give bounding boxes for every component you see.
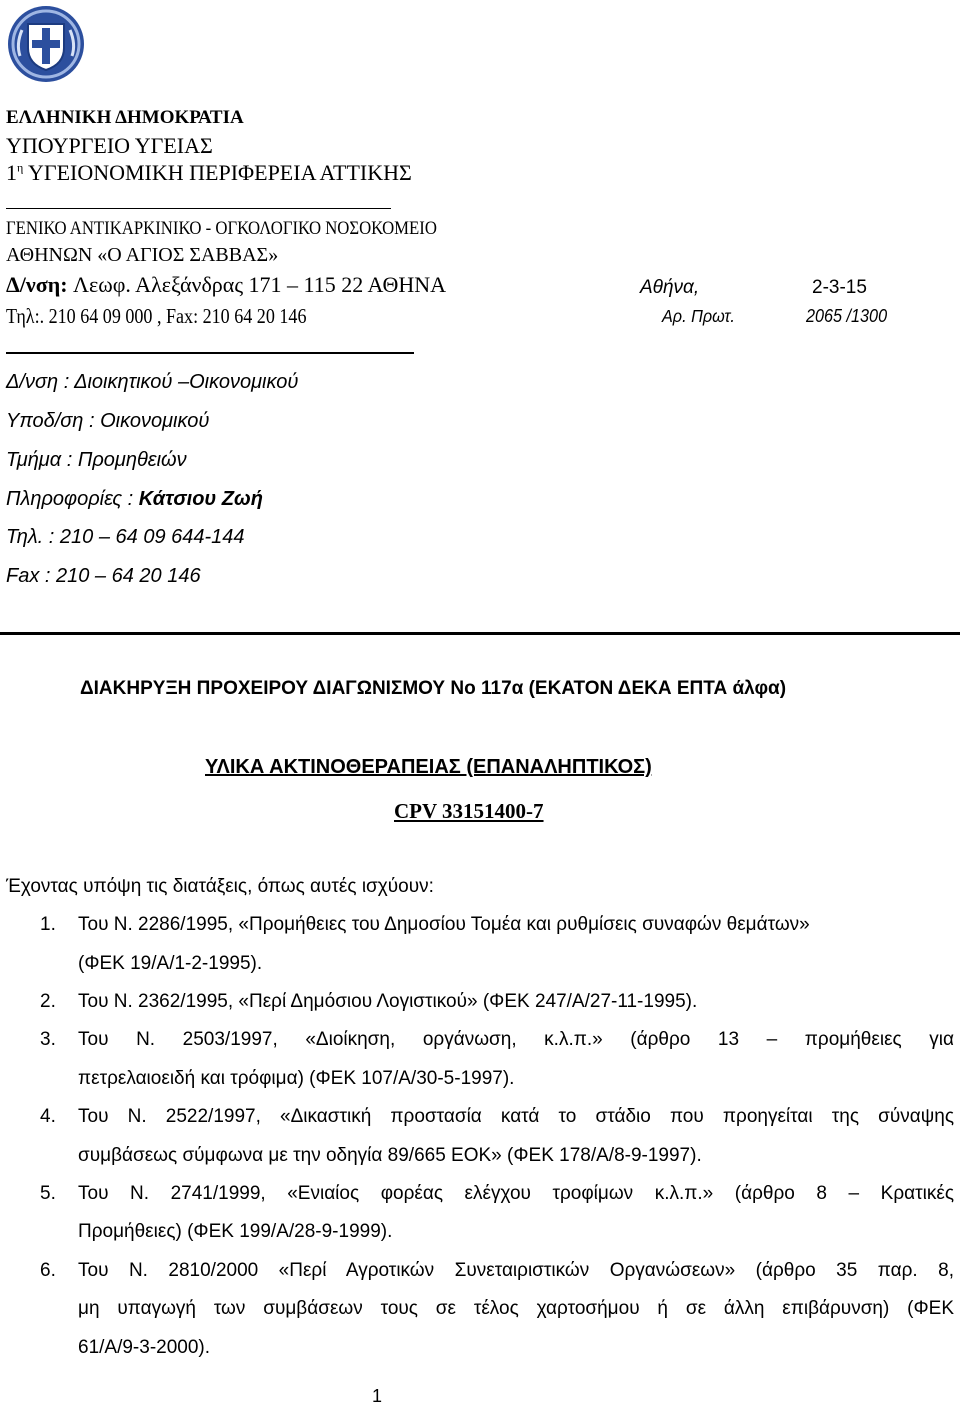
address-line	[6, 272, 446, 298]
subdirectorate: Υποδ/ση : Οικονομικού	[6, 410, 210, 432]
cpv-code: CPV 33151400-7	[394, 799, 544, 823]
contacts-divider	[6, 352, 414, 354]
address-value: Λεωφ. Αλεξάνδρας 171 – 115 22 ΑΘΗΝΑ	[73, 272, 447, 297]
date: 2-3-15	[812, 277, 867, 298]
list-item-number: 3.	[40, 1029, 56, 1050]
tender-subject: ΥΛΙΚΑ ΑΚΤΙΝΟΘΕΡΑΠΕΙΑΣ (ΕΠΑΝΑΛΗΠΤΙΚΟΣ)	[205, 756, 652, 778]
country-name: ΕΛΛΗΝΙΚΗ ΔΗΜΟΚΡΑΤΙΑ	[6, 107, 244, 128]
list-item-number: 6.	[40, 1260, 56, 1281]
header-divider	[6, 208, 391, 209]
intro-text: Έχοντας υπόψη τις διατάξεις, όπως αυτές ισχύουν:	[6, 876, 434, 897]
protocol-label: Αρ. Πρωτ.	[662, 306, 735, 326]
tender-title: ΔΙΑΚΗΡΥΞΗ ΠΡΟΧΕΙΡΟΥ ΔΙΑΓΩΝΙΣΜΟΥ Νο 117α (ΕΚΑΤΟΝ ΔΕΚΑ ΕΠΤΑ άλφα)	[80, 678, 787, 699]
greek-emblem-logo	[6, 4, 86, 84]
hospital-name-line2: ΑΘΗΝΩΝ «Ο ΑΓΙΟΣ ΣΑΒΒΑΣ»	[6, 244, 279, 266]
list-item-line: μη υπαγωγή των συμβάσεων τους σε τέλος χαρτοσήμου ή σε άλλη επιβάρυνση) (ΦΕΚ	[78, 1298, 954, 1319]
region-name: ΥΓΕΙΟΝΟΜΙΚΗ ΠΕΡΙΦΕΡΕΙΑ ΑΤΤΙΚΗΣ	[23, 160, 412, 185]
info-label: Πληροφορίες :	[6, 488, 139, 510]
list-item-number: 2.	[40, 991, 56, 1012]
region-number-suffix: η	[17, 160, 24, 175]
list-item-number: 4.	[40, 1106, 56, 1127]
address-label: Δ/νση:	[6, 272, 74, 297]
list-item-line: Του Ν. 2741/1999, «Ενιαίος φορέας ελέγχου τροφίμων κ.λ.π.» (άρθρο 8 – Κρατικές	[78, 1183, 954, 1204]
list-item-line: συμβάσεως σύμφωνα με την οδηγία 89/665 ΕΟΚ» (ΦΕΚ 178/Α/8-9-1997).	[78, 1145, 702, 1166]
info-name: Κάτσιου Ζωή	[138, 488, 263, 510]
list-item-line: Του Ν. 2522/1997, «Δικαστική προστασία κατά το στάδιο που προηγείται της σύναψης	[78, 1106, 954, 1127]
list-item-line: Του Ν. 2286/1995, «Προμήθειες του Δημοσίου Τομέα και ρυθμίσεις συναφών θεμάτων»	[78, 914, 810, 935]
health-region	[6, 160, 412, 186]
directorate: Δ/νση : Διοικητικού –Οικονομικού	[6, 371, 299, 393]
list-item-number: 1.	[40, 914, 56, 935]
section-divider	[0, 632, 960, 635]
list-item-line: Του Ν. 2362/1995, «Περί Δημόσιου Λογιστικού» (ΦΕΚ 247/Α/27-11-1995).	[78, 991, 698, 1012]
list-item-line: 61/Α/9-3-2000).	[78, 1337, 211, 1358]
list-item-line: (ΦΕΚ 19/Α/1-2-1995).	[78, 953, 263, 974]
region-number: 1	[6, 160, 17, 185]
page-number: 1	[372, 1386, 383, 1406]
hospital-name-line1: ΓΕΝΙΚΟ ΑΝΤΙΚΑΡΚΙΝΙΚΟ - ΟΓΚΟΛΟΓΙΚΟ ΝΟΣΟΚΟΜΕΙΟ	[6, 218, 437, 239]
list-item-line: Του Ν. 2503/1997, «Διοίκηση, οργάνωση, κ.λ.π.» (άρθρο 13 – προμήθειες για	[78, 1029, 954, 1050]
phone-fax-line: Τηλ:. 210 64 09 000 , Fax: 210 64 20 146	[6, 304, 307, 328]
list-item-line: πετρελαιοειδή και τρόφιμα) (ΦΕΚ 107/Α/30-5-1997).	[78, 1068, 515, 1089]
list-item-line: Προμήθειες) (ΦΕΚ 199/Α/28-9-1999).	[78, 1221, 393, 1242]
ministry-name: ΥΠΟΥΡΓΕΙΟ ΥΓΕΙΑΣ	[6, 133, 213, 158]
contact-fax: Fax : 210 – 64 20 146	[6, 565, 201, 587]
info-contact	[6, 488, 263, 511]
contact-tel: Τηλ. : 210 – 64 09 644-144	[6, 526, 245, 548]
list-item-line: Του Ν. 2810/2000 «Περί Αγροτικών Συνεταιριστικών Οργανώσεων» (άρθρο 35 παρ. 8,	[78, 1260, 954, 1281]
department: Τμήμα : Προμηθειών	[6, 449, 187, 471]
city: Αθήνα,	[640, 277, 700, 298]
list-item-number: 5.	[40, 1183, 56, 1204]
protocol-number: 2065 /1300	[806, 306, 888, 326]
